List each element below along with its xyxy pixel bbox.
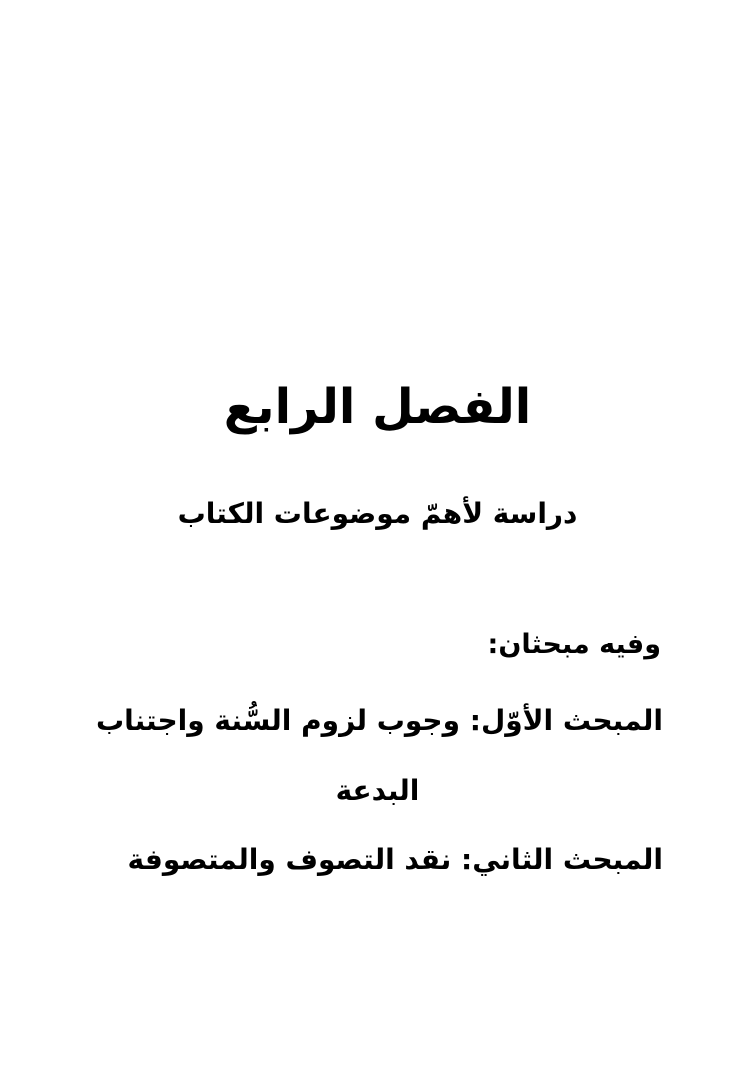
chapter-subtitle: دراسة لأهمّ موضوعات الكتاب	[177, 497, 578, 530]
first-section-title-continuation: البدعة	[335, 774, 420, 807]
chapter-title: الفصل الرابع	[223, 379, 532, 435]
sections-intro: وفيه مبحثان:	[487, 629, 661, 660]
second-section-title: المبحث الثاني: نقد التصوف والمتصوفة	[127, 843, 663, 876]
first-section-title: المبحث الأوّل: وجوب لزوم السُّنة واجتناب	[95, 704, 663, 737]
